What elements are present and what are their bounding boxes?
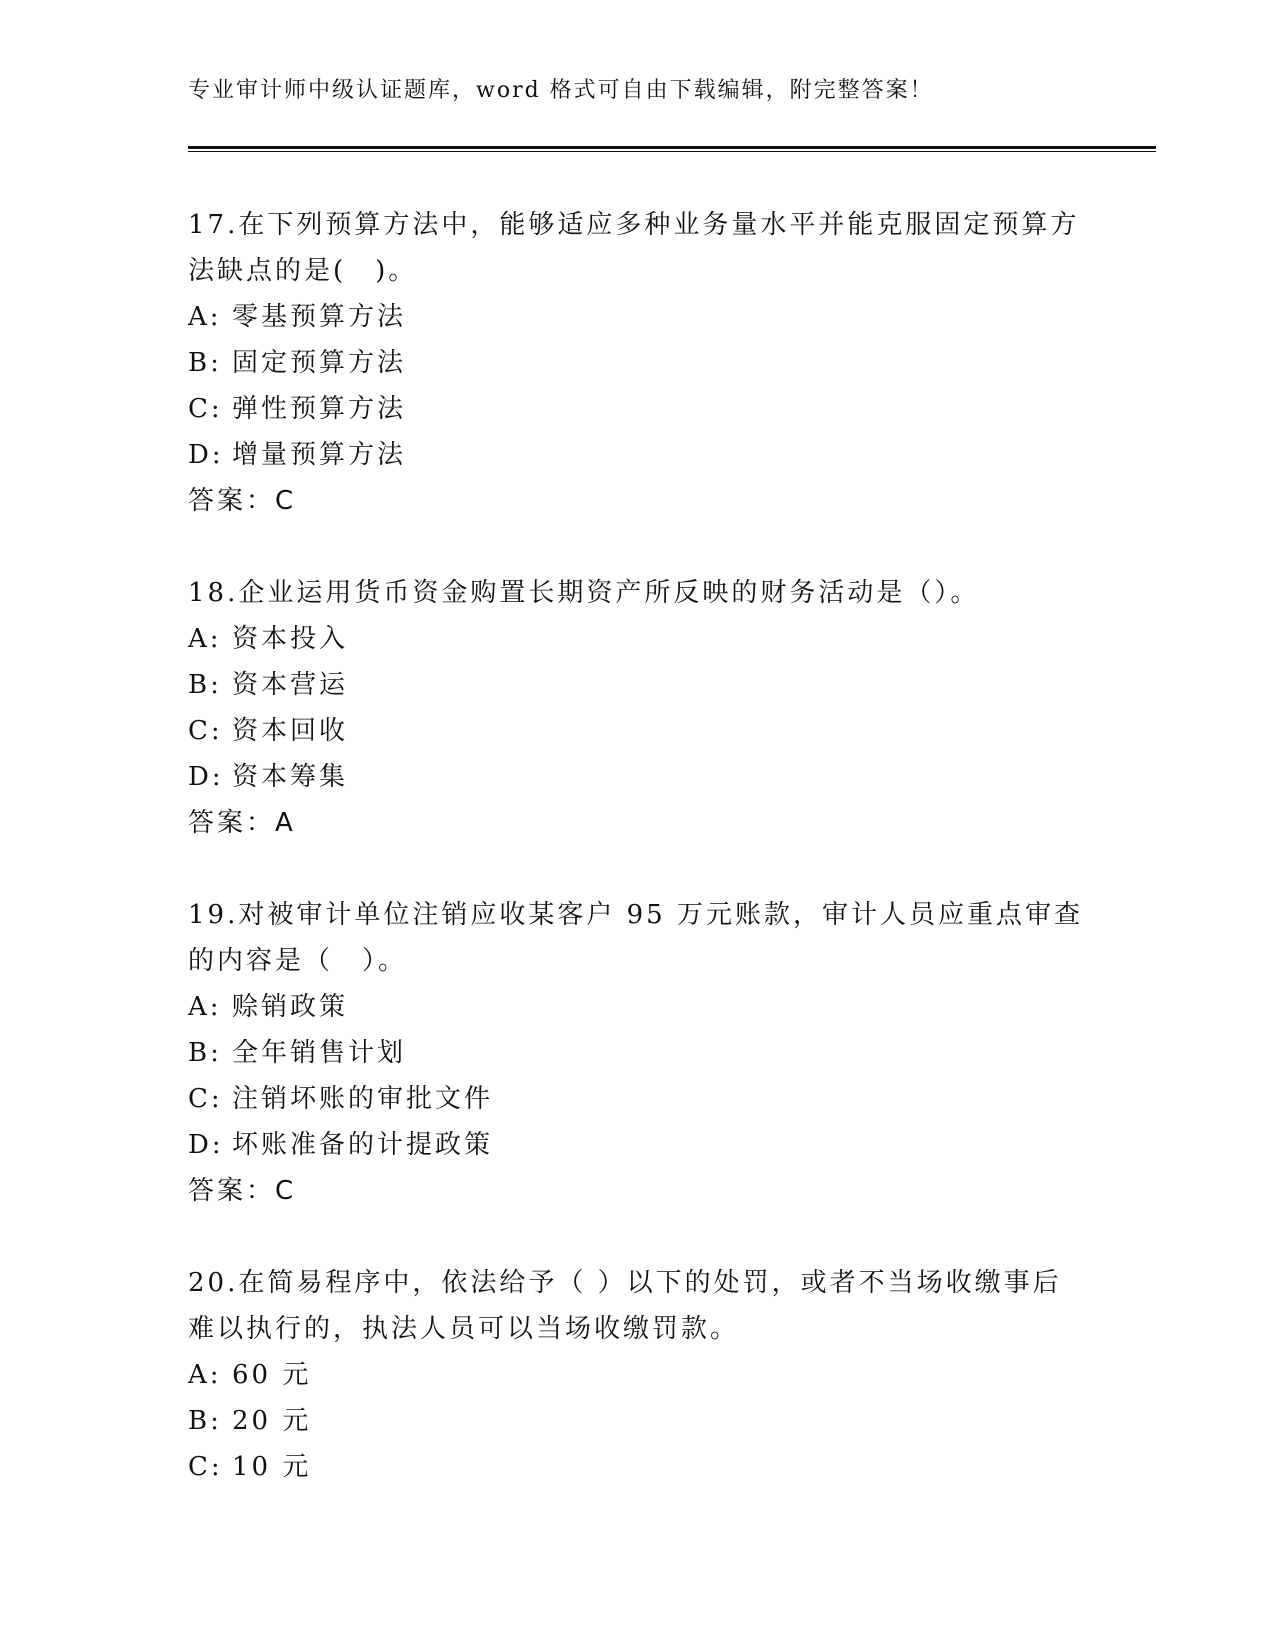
option-text: 固定预算方法 [232, 348, 407, 378]
question-17 [188, 202, 1088, 524]
question-text: 18.企业运用货币资金购置长期资产所反映的财务活动是（）。 [188, 578, 980, 608]
option-letter: B: [188, 348, 222, 378]
option-b [188, 662, 1088, 708]
option-d [188, 1122, 1088, 1168]
option-letter: C: [188, 1452, 223, 1482]
page-header: 专业审计师中级认证题库，word 格式可自由下载编辑，附完整答案！ [188, 78, 934, 103]
option-letter: B: [188, 1038, 222, 1068]
option-d [188, 432, 1088, 478]
answer: 答案：A [188, 808, 296, 838]
option-text: 赊销政策 [232, 992, 349, 1022]
option-text: 资本筹集 [232, 762, 349, 792]
question-19 [188, 892, 1088, 1214]
option-letter: A: [188, 1360, 222, 1390]
option-text: 增量预算方法 [232, 440, 407, 470]
question-text: 20.在简易程序中，依法给予（ ）以下的处罚，或者不当场收缴事后难以执行的，执法人员可以当场收缴罚款。 [188, 1268, 1062, 1344]
option-text: 注销坏账的审批文件 [232, 1084, 494, 1114]
option-text: 10 元 [232, 1452, 312, 1482]
divider-thick-line [188, 146, 1156, 149]
option-text: 20 元 [232, 1406, 312, 1436]
option-text: 坏账准备的计提政策 [232, 1130, 494, 1160]
option-letter: B: [188, 1406, 222, 1436]
question-text: 19.对被审计单位注销应收某客户 95 万元账款，审计人员应重点审查的内容是（ ）。 [188, 900, 1083, 976]
question-18 [188, 570, 1088, 846]
header-divider [188, 146, 1156, 152]
option-b [188, 1030, 1088, 1076]
option-c [188, 386, 1088, 432]
option-text: 弹性预算方法 [232, 394, 407, 424]
option-letter: D: [188, 1130, 224, 1160]
option-text: 资本回收 [232, 716, 349, 746]
option-letter: A: [188, 624, 222, 654]
answer: 答案：C [188, 1176, 297, 1206]
option-c [188, 708, 1088, 754]
option-text: 全年销售计划 [232, 1038, 407, 1068]
option-letter: C: [188, 1084, 223, 1114]
option-a [188, 294, 1088, 340]
option-letter: B: [188, 670, 222, 700]
answer: 答案：C [188, 486, 297, 516]
divider-thin-line [188, 151, 1156, 152]
option-c [188, 1444, 1088, 1490]
option-text: 资本投入 [232, 624, 349, 654]
option-a [188, 616, 1088, 662]
option-text: 资本营运 [232, 670, 349, 700]
question-list [188, 202, 1088, 1536]
option-letter: D: [188, 440, 224, 470]
option-letter: D: [188, 762, 224, 792]
option-text: 零基预算方法 [232, 302, 407, 332]
option-letter: A: [188, 992, 222, 1022]
option-b [188, 1398, 1088, 1444]
option-c [188, 1076, 1088, 1122]
option-d [188, 754, 1088, 800]
option-letter: C: [188, 394, 223, 424]
question-20 [188, 1260, 1088, 1490]
option-letter: C: [188, 716, 223, 746]
option-letter: A: [188, 302, 222, 332]
option-text: 60 元 [232, 1360, 312, 1390]
question-text: 17.在下列预算方法中，能够适应多种业务量水平并能克服固定预算方法缺点的是( )。 [188, 210, 1080, 286]
option-a [188, 1352, 1088, 1398]
option-b [188, 340, 1088, 386]
option-a [188, 984, 1088, 1030]
